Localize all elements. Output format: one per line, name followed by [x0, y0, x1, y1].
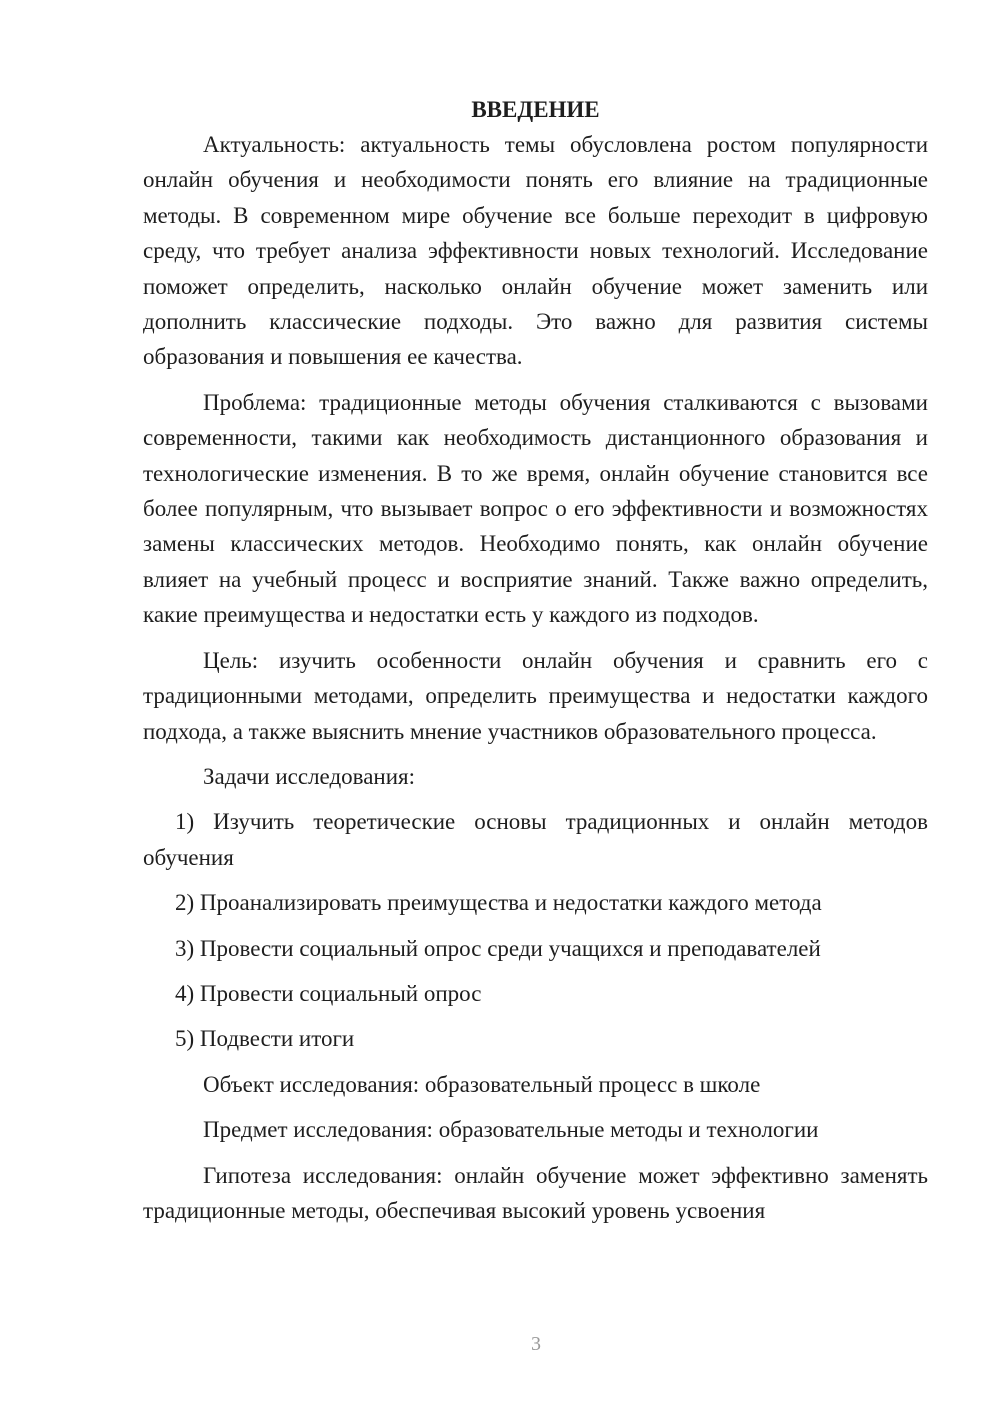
task-item-3: 3) Провести социальный опрос среди учащихся и преподавателей [175, 935, 821, 961]
tasks-title: Задачи исследования: [203, 763, 416, 789]
task-item-1: 1) Изучить теоретические основы традиционных и онлайн методов обучения [143, 809, 928, 870]
paragraph-subject: Предмет исследования: образовательные методы и технологии [203, 1117, 819, 1143]
paragraph-object: Объект исследования: образовательный процесс в школе [203, 1071, 761, 1097]
page-content [143, 92, 928, 1228]
task-item-5: 5) Подвести итоги [175, 1026, 355, 1052]
paragraph-hypothesis: Гипотеза исследования: онлайн обучение может эффективно заменять традиционные методы, обеспечивая высокий уровень усвоения [143, 1162, 928, 1223]
page-number: 3 [531, 1333, 541, 1355]
paragraph-goal: Цель: изучить особенности онлайн обучения и сравнить его с традиционными методами, определить преимущества и недостатки каждого подхода, а также выяснить мнение участников образовательного процесса. [143, 647, 928, 744]
section-heading: ВВЕДЕНИЕ [471, 97, 600, 122]
paragraph-relevance: Актуальность: актуальность темы обусловлена ростом популярности онлайн обучения и необходимости понять его влияние на традиционные методы. В современном мире обучение все больше переходит в цифровую среду, что требует анализа эффективности новых технологий. Исследование поможет определить, насколько онлайн обучение может заменить или дополнить классические подходы. Это важно для развития системы образования и повышения ее качества. [143, 132, 928, 370]
task-item-2: 2) Проанализировать преимущества и недостатки каждого метода [175, 890, 822, 916]
task-item-4: 4) Провести социальный опрос [175, 980, 482, 1006]
paragraph-problem: Проблема: традиционные методы обучения сталкиваются с вызовами современности, такими как необходимость дистанционного образования и технологические изменения. В то же время, онлайн обучение становится все более популярным, что вызывает вопрос о его эффективности и возможностях замены классических методов. Необходимо понять, как онлайн обучение влияет на учебный процесс и восприятие знаний. Также важно определить, какие преимущества и недостатки есть у каждого из подходов. [143, 389, 928, 628]
